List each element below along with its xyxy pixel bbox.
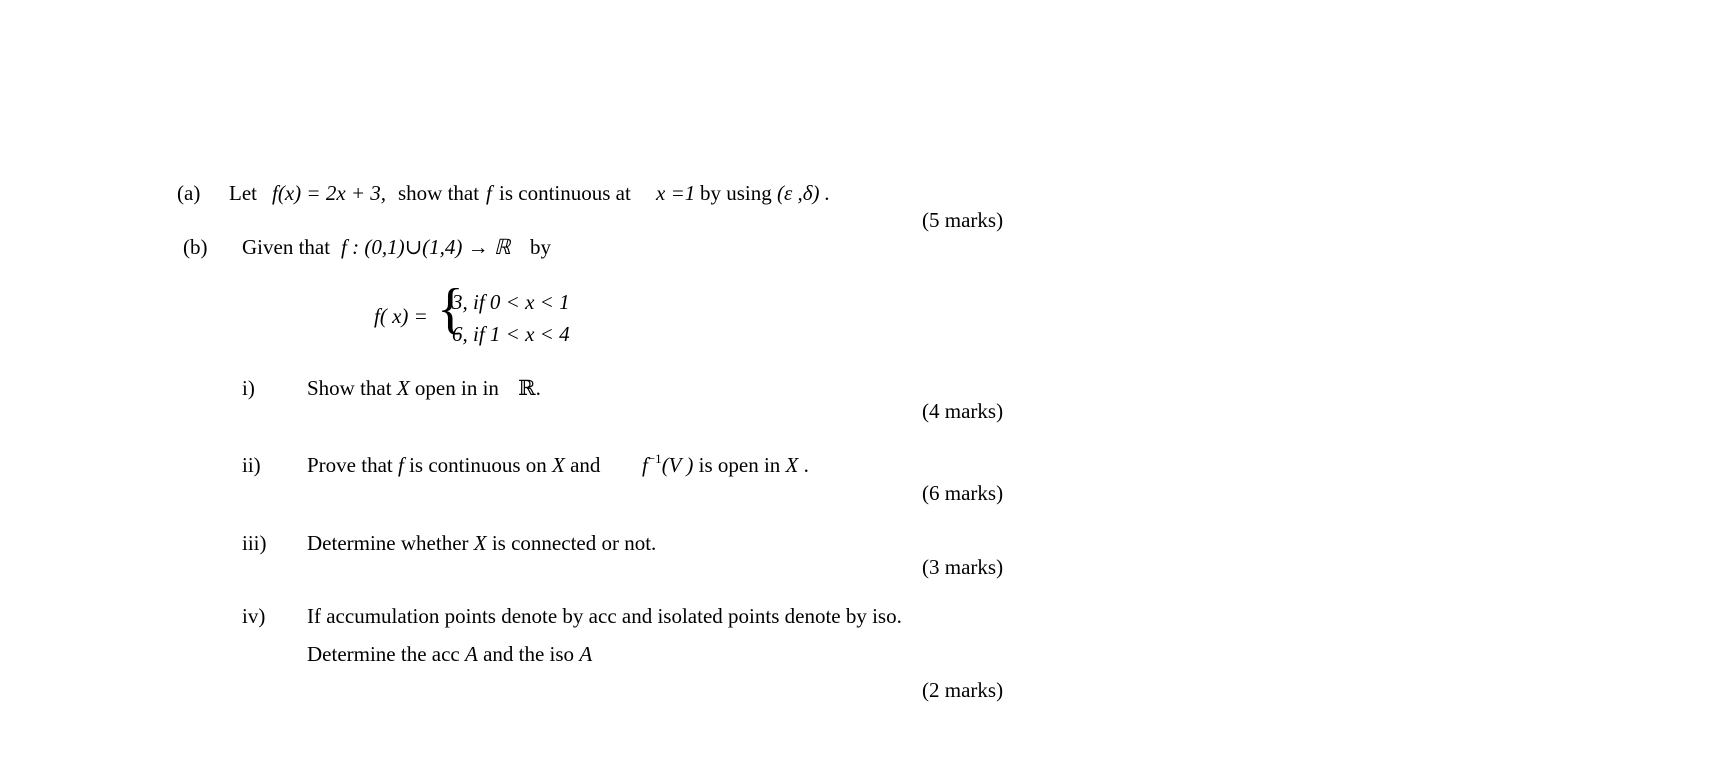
question-a-label: (a) <box>177 181 201 205</box>
part-i-text: Show that X open in in ℝ. <box>307 376 541 400</box>
part-iii-label: iii) <box>242 531 267 555</box>
part-iv-marks: (2 marks) <box>922 678 1004 702</box>
question-a-epsilon-delta: (ε ,δ) . <box>777 181 831 205</box>
question-b-label: (b) <box>183 235 208 259</box>
piecewise-lhs: f( x) = <box>374 304 428 328</box>
part-ii-label: ii) <box>242 453 261 477</box>
piecewise-brace-icon: { <box>437 278 464 340</box>
part-iii-marks: (3 marks) <box>922 555 1004 579</box>
question-a-show-that: show that <box>398 181 480 205</box>
part-iii-text: Determine whether X is connected or not. <box>307 531 657 555</box>
question-a-point: x =1 <box>656 181 696 205</box>
part-ii-text-start: Prove that f is continuous on X and <box>307 453 601 477</box>
question-a-let: Let <box>229 181 257 205</box>
part-iv-line-2: Determine the acc A and the iso A <box>307 642 593 666</box>
part-ii-text-end: $f^{-1}(V$ ) is open in X . <box>642 451 809 477</box>
part-i-label: i) <box>242 376 255 400</box>
question-a-continuous-at: is continuous at <box>499 181 631 205</box>
part-iv-line-1: If accumulation points denote by acc and isolated points denote by iso. <box>307 604 902 628</box>
piecewise-case-1: 3, if 0 < x < 1 <box>452 290 570 314</box>
question-b-mapping: f : (0,1)∪(1,4) → ℝ <box>341 235 511 259</box>
part-iv-label: iv) <box>242 604 266 628</box>
question-a-f-symbol: f <box>486 181 492 205</box>
question-a-by-using: by using <box>700 181 772 205</box>
part-i-marks: (4 marks) <box>922 399 1004 423</box>
question-b-given-that: Given that <box>242 235 331 259</box>
question-a-function: f(x) = 2x + 3, <box>272 181 387 205</box>
question-a-marks: (5 marks) <box>922 208 1004 232</box>
piecewise-case-2: 6, if 1 < x < 4 <box>452 322 570 346</box>
question-b-by: by <box>530 235 551 259</box>
part-ii-marks: (6 marks) <box>922 481 1004 505</box>
